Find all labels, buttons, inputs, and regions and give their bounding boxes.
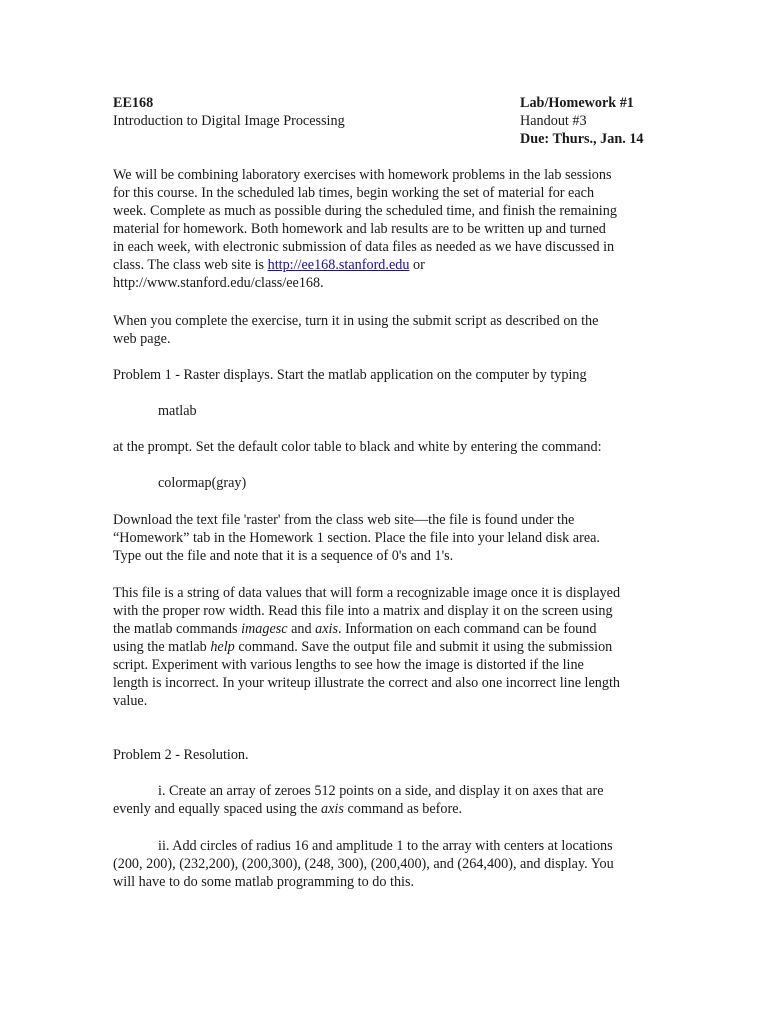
handout-number: Handout #3: [520, 113, 587, 129]
download-line: Type out the file and note that it is a sequence of 0's and 1's.: [113, 548, 454, 564]
course-number: EE168: [113, 95, 154, 111]
assignment-title: Lab/Homework #1: [520, 95, 634, 111]
command-colormap: colormap(gray): [158, 475, 247, 491]
download-line: Download the text file 'raster' from the class web site—the file is found under the: [113, 512, 575, 528]
intro-text: class. The class web site is: [113, 257, 268, 273]
problem2-part-i: i. Create an array of zeroes 512 points on a side, and display it on axes that are: [158, 783, 604, 799]
axis-command: axis: [315, 621, 339, 637]
intro-line: in each week, with electronic submission of data files as needed as we have discussed in: [113, 239, 615, 255]
imagesc-command: imagesc: [241, 621, 288, 637]
command-matlab: matlab: [158, 403, 197, 419]
intro-text: or: [409, 257, 425, 273]
text-segment: using the matlab: [113, 639, 211, 655]
problem1-text: value.: [113, 693, 148, 709]
alt-website-url: http://www.stanford.edu/class/ee168.: [113, 275, 324, 291]
course-title: Introduction to Digital Image Processing: [113, 113, 345, 129]
text-segment: the matlab commands: [113, 621, 242, 637]
intro-line: [113, 256, 425, 274]
problem2-heading: Problem 2 - Resolution.: [113, 747, 249, 763]
problem1-text: [113, 638, 612, 656]
submit-line: When you complete the exercise, turn it in using the submit script as described on the: [113, 313, 599, 329]
problem1-text: This file is a string of data values that will form a recognizable image once it is displayed: [113, 585, 621, 601]
text-segment: . Information on each command can be found: [338, 621, 597, 637]
problem2-part-ii: ii. Add circles of radius 16 and amplitude 1 to the array with centers at locations: [158, 838, 613, 854]
text-segment: command as before.: [343, 801, 463, 817]
axis-command: axis: [321, 801, 344, 817]
problem1-text: with the proper row width. Read this file into a matrix and display it on the screen using: [113, 603, 613, 619]
intro-line: We will be combining laboratory exercises with homework problems in the lab sessions: [113, 167, 612, 183]
problem1-heading: Problem 1 - Raster displays. Start the matlab application on the computer by typing: [113, 367, 587, 383]
text-segment: command. Save the output file and submit it using the submission: [234, 639, 613, 655]
problem2-part-i: [113, 800, 462, 818]
text-segment: evenly and equally spaced using the: [113, 801, 322, 817]
problem2-part-ii: (200, 200), (232,200), (200,300), (248, 300), (200,400), and (264,400), and display. You: [113, 856, 614, 872]
intro-line: for this course. In the scheduled lab times, begin working the set of material for each: [113, 185, 595, 201]
class-website-link[interactable]: http://ee168.stanford.edu: [267, 257, 410, 273]
prompt-instruction: at the prompt. Set the default color table to black and white by entering the command:: [113, 439, 602, 455]
problem1-text: [113, 620, 596, 638]
submit-line: web page.: [113, 331, 171, 347]
help-command: help: [210, 639, 235, 655]
due-date: Due: Thurs., Jan. 14: [520, 131, 644, 147]
problem1-text: script. Experiment with various lengths to see how the image is distorted if the line: [113, 657, 584, 673]
problem2-part-ii: will have to do some matlab programming to do this.: [113, 874, 415, 890]
download-line: “Homework” tab in the Homework 1 section. Place the file into your leland disk area.: [113, 530, 600, 546]
intro-line: material for homework. Both homework and lab results are to be written up and turned: [113, 221, 606, 237]
intro-line: week. Complete as much as possible during the scheduled time, and finish the remaining: [113, 203, 617, 219]
text-segment: and: [287, 621, 316, 637]
problem1-text: length is incorrect. In your writeup illustrate the correct and also one incorrect line length: [113, 675, 621, 691]
